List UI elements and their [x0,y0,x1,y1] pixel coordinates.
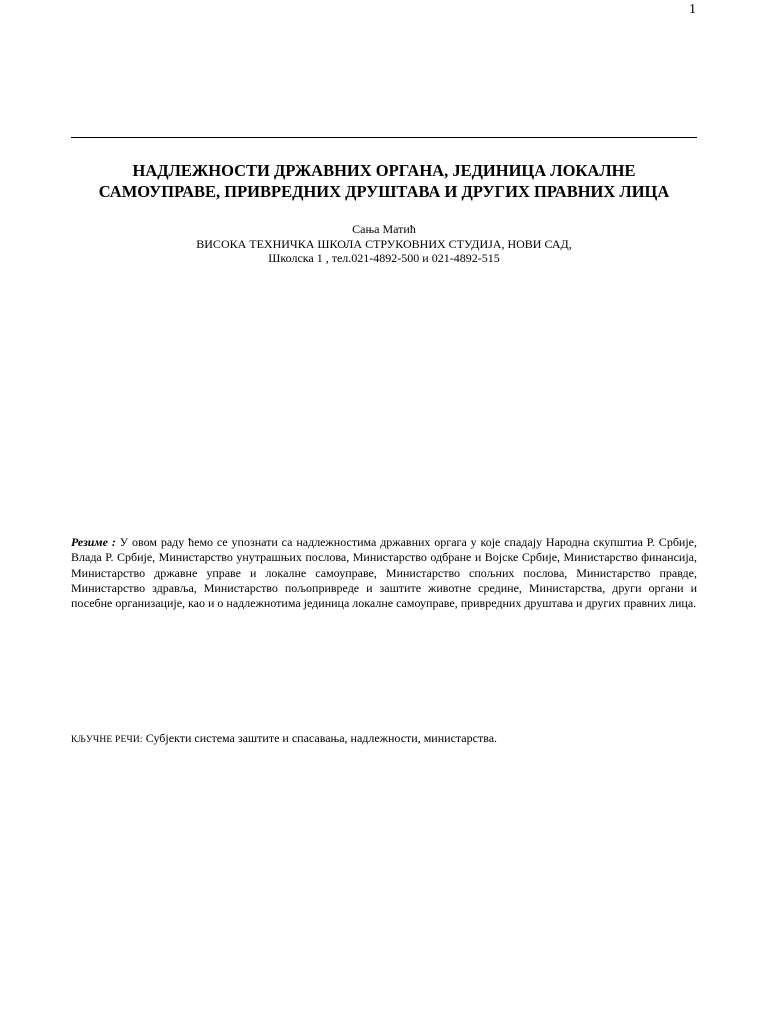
title-line-1: НАДЛЕЖНОСТИ ДРЖАВНИХ ОРГАНА, ЈЕДИНИЦА ЛОКАЛНЕ [132,161,636,180]
author-block [71,222,697,266]
keywords-text: Субјекти система заштите и спасавања, надлежности, министарства. [142,731,498,745]
author-name: Сања Матић [352,222,416,236]
abstract-label: Резиме : [71,535,116,549]
paper-title [71,160,697,202]
keywords-label: КЉУЧНЕ РЕЧИ: [71,735,143,745]
title-line-2: САМОУПРАВЕ, ПРИВРЕДНИХ ДРУШТАВА И ДРУГИХ ПРАВНИХ ЛИЦА [98,182,670,201]
author-address: Школска 1 , тел.021-4892-500 и 021-4892-515 [268,251,500,265]
author-institution: ВИСОКА ТЕХНИЧКА ШКОЛА СТРУКОВНИХ СТУДИЈА, НОВИ САД, [196,236,572,251]
abstract [71,535,697,611]
page-number: 1 [689,2,696,17]
abstract-text: У овом раду ћемо се упознати са надлежностима државних оргага у које спадају Народна скупштиа Р. Србије, Влада Р. Србије, Министарство унутрашњих послова, Министарство одбране и Војске Србије, Министарство финансија, Министарство државне управе и локалне самоуправе, Министарство спољних послова, Министарство правде, Министарство здравља, Министарство пољопривреде и заштите животне средине, Министарства, други органи и посебне организације, као и о надлежнотима јединица локалне самоуправе, привредних друштава и других правних лица. [71,535,698,611]
keywords [71,731,697,748]
header-divider [71,137,697,138]
